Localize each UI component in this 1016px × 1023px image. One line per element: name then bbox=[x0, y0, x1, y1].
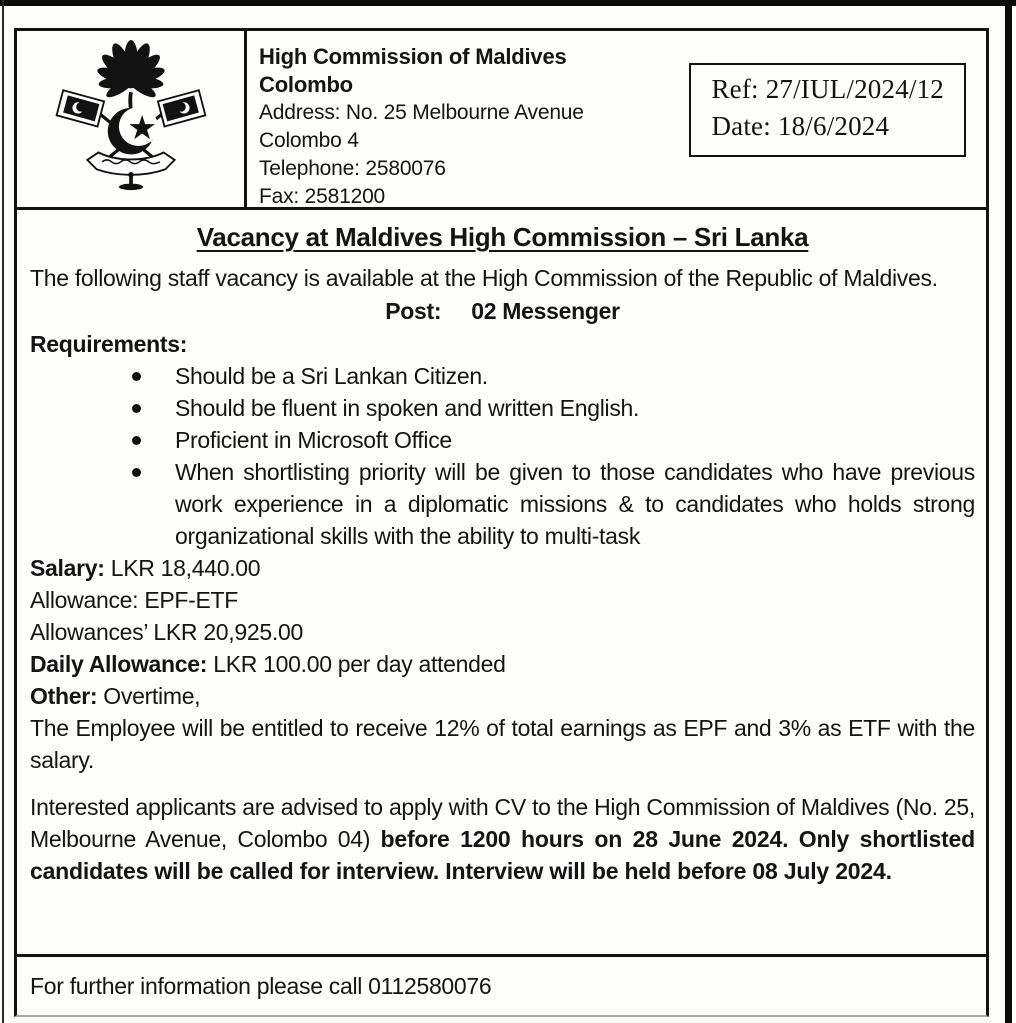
other-label: Other: bbox=[30, 683, 98, 709]
org-name-line2: Colombo bbox=[259, 72, 353, 97]
daily-allowance-label: Daily Allowance: bbox=[30, 651, 208, 677]
epf-note: The Employee will be entitled to receive 12% of total earnings as EPF and 3% as ETF with the salary. bbox=[30, 715, 975, 773]
post-value: 02 Messenger bbox=[471, 298, 620, 324]
post-line bbox=[30, 295, 975, 327]
scan-edge-right bbox=[1005, 0, 1012, 1023]
footer bbox=[17, 957, 986, 1015]
ref-date-box bbox=[689, 63, 966, 157]
apply-text-normal: Interested applicants are advised to apply with CV to the High Commission of Maldives (No. 25, Melbourne Avenue, Colombo 04) bbox=[30, 794, 975, 852]
intro-paragraph: The following staff vacancy is available at the High Commission of the Republic of Maldives. bbox=[30, 265, 938, 291]
maldives-national-emblem-icon bbox=[52, 37, 210, 202]
emblem-cell bbox=[17, 31, 247, 207]
requirements-heading: Requirements: bbox=[30, 331, 188, 357]
requirements-list bbox=[30, 360, 975, 552]
apply-text-bold: before 1200 hours on 28 June 2024. Only shortlisted candidates will be called for interview. Interview will be held before 08 July 2024. bbox=[30, 826, 975, 884]
salary-value: LKR 18,440.00 bbox=[104, 555, 261, 581]
requirement-item bbox=[30, 392, 975, 424]
footer-contact-text: For further information please call 0112580076 bbox=[30, 972, 492, 999]
bullet-icon bbox=[132, 404, 141, 413]
allowances-line: Allowances’ LKR 20,925.00 bbox=[30, 619, 303, 645]
notice-title: Vacancy at Maldives High Commission – Sri Lanka bbox=[196, 222, 809, 252]
ref-date: Date: 18/6/2024 bbox=[711, 111, 890, 141]
address-line2: Colombo 4 bbox=[259, 129, 359, 152]
allowance-line: Allowance: EPF-ETF bbox=[30, 587, 239, 613]
org-name-line1: High Commission of Maldives bbox=[259, 44, 567, 69]
requirement-text: Proficient in Microsoft Office bbox=[175, 427, 452, 453]
bullet-icon bbox=[132, 436, 141, 445]
daily-allowance-line bbox=[30, 648, 975, 680]
other-line bbox=[30, 680, 975, 712]
scan-edge-top bbox=[0, 0, 1016, 6]
requirement-text: Should be fluent in spoken and written English. bbox=[175, 395, 640, 421]
salary-line bbox=[30, 552, 975, 584]
scan-edge-left bbox=[2, 0, 4, 1023]
requirement-text: When shortlisting priority will be given to those candidates who have previous work experience in a diplomatic missions & to candidates who holds strong organizational skills with the ability to multi-task bbox=[175, 459, 975, 549]
apply-paragraph bbox=[30, 791, 975, 887]
fax-line: Fax: 2581200 bbox=[259, 185, 386, 208]
notice-body bbox=[17, 210, 986, 957]
bullet-icon bbox=[132, 372, 141, 381]
requirement-text: Should be a Sri Lankan Citizen. bbox=[175, 363, 488, 389]
salary-label: Salary: bbox=[30, 555, 105, 581]
bullet-icon bbox=[132, 468, 141, 477]
letterhead-info bbox=[247, 31, 986, 207]
ref-number: Ref: 27/IUL/2024/12 bbox=[711, 74, 944, 104]
daily-allowance-value: LKR 100.00 per day attended bbox=[207, 651, 506, 677]
post-label: Post: bbox=[385, 298, 442, 324]
requirement-item bbox=[30, 424, 975, 456]
document-frame bbox=[14, 28, 989, 1017]
requirement-item bbox=[30, 456, 975, 552]
requirement-item bbox=[30, 360, 975, 392]
letterhead bbox=[17, 31, 986, 210]
address-line1: Address: No. 25 Melbourne Avenue bbox=[259, 101, 584, 124]
other-value: Overtime, bbox=[97, 683, 201, 709]
telephone-line: Telephone: 2580076 bbox=[259, 157, 446, 180]
